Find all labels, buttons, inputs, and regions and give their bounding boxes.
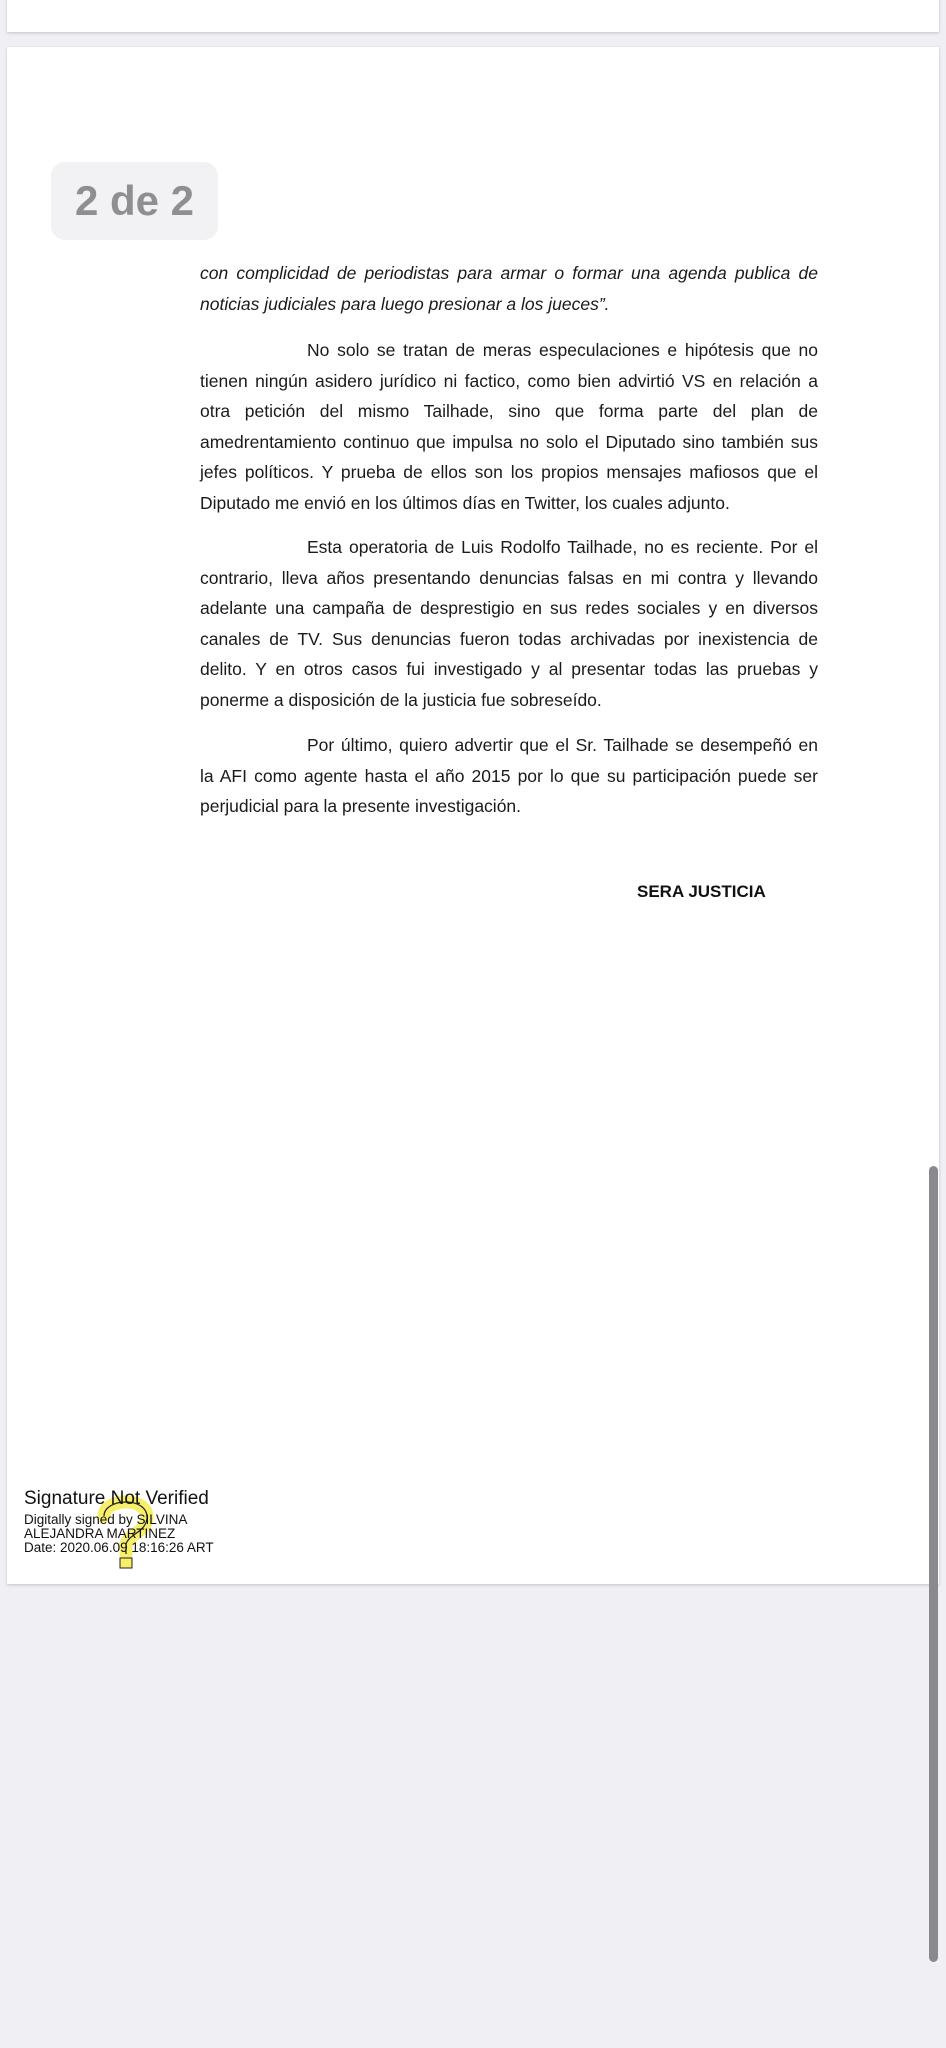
signature-signer: Digitally signed by SILVINA — [24, 1512, 188, 1527]
signature-block[interactable] — [24, 1488, 284, 1568]
paragraph-text: No solo se tratan de meras especulaciones e hipótesis que no tienen ningún asidero jurídico ni factico, como bien advirtió VS en relación a otra petición del mismo Tailhade, sino que forma parte del plan de amedrentamiento continuo que impulsa no solo el Diputado sino también sus jefes políticos. Y prueba de ellos son los propios mensajes mafiosos que el Diputado me envió en los últimos días en Twitter, los cuales adjunto. — [200, 340, 818, 513]
paragraph-text: Esta operatoria de Luis Rodolfo Tailhade, no es reciente. Por el contrario, lleva años presentando denuncias falsas en mi contra y llevando adelante una campaña de desprestigio en sus redes sociales y en diversos canales de TV. Sus denuncias fueron todas archivadas por inexistencia de delito. Y en otros casos fui investigado y al presentar todas las pruebas y ponerme a disposición de la justicia fue sobreseído. — [200, 537, 818, 710]
paragraph — [200, 532, 818, 715]
signature-status: Signature Not Verified — [24, 1488, 209, 1509]
previous-page — [7, 0, 939, 32]
closing-text: SERA JUSTICIA — [637, 882, 766, 901]
document-page — [7, 47, 939, 1584]
signature-date: Date: 2020.06.09 18:16:26 ART — [24, 1540, 214, 1555]
paragraph — [200, 730, 818, 822]
vertical-scrollbar[interactable] — [929, 1166, 938, 1962]
paragraph: con complicidad de periodistas para armar o formar una agenda publica de noticias judiciales para luego presionar a los jueces”. — [200, 263, 818, 314]
paragraph — [200, 335, 818, 518]
signature-signer-name: ALEJANDRA MARTINEZ — [24, 1526, 176, 1541]
paragraph-text: Por último, quiero advertir que el Sr. Tailhade se desempeñó en la AFI como agente hasta el año 2015 por lo que su participación puede ser perjudicial para la presente investigación. — [200, 735, 818, 816]
page-indicator: 2 de 2 — [51, 162, 218, 240]
